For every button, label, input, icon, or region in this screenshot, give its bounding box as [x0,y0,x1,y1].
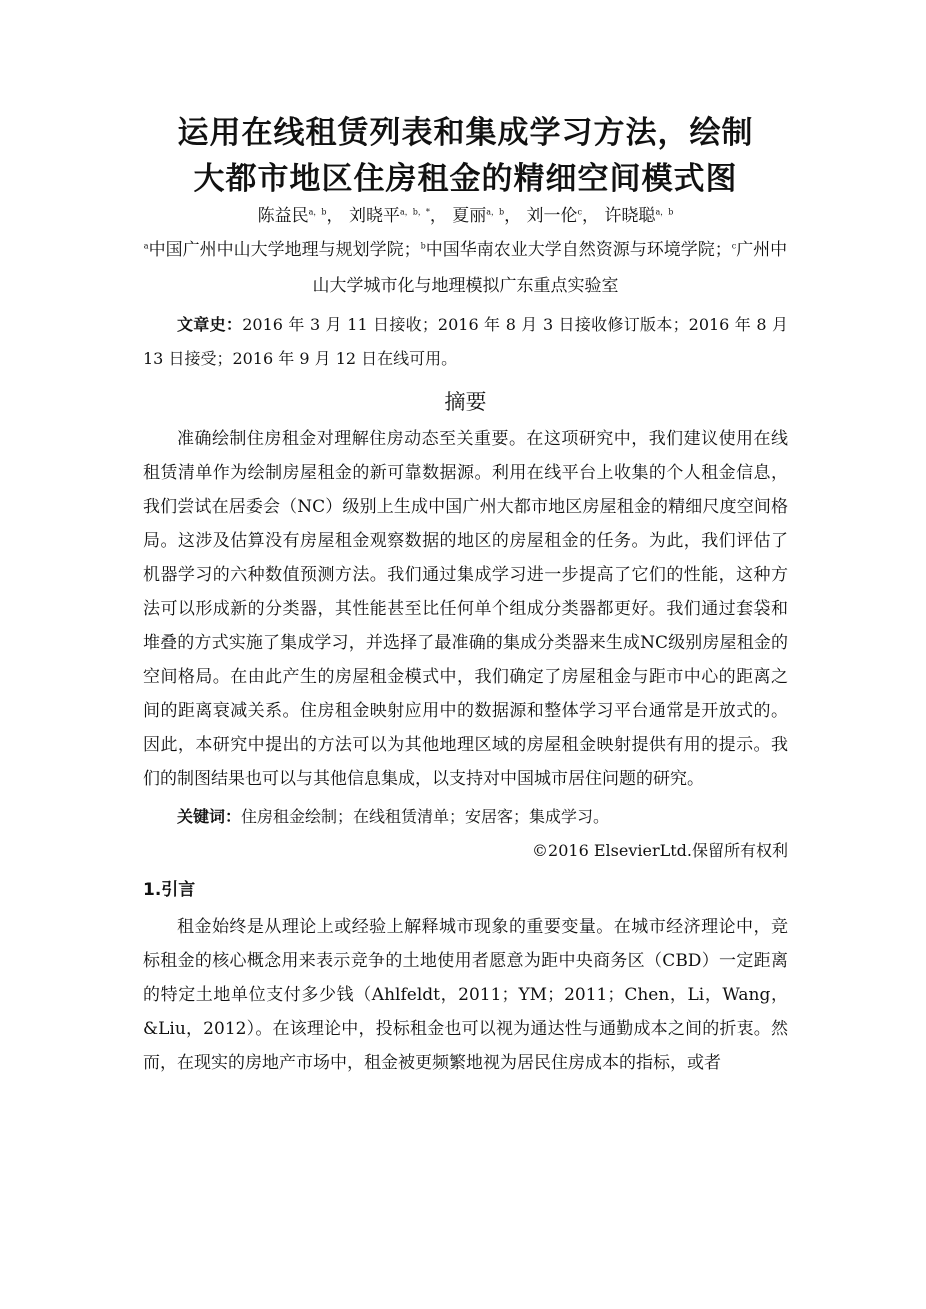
author-name: 夏丽 [452,206,487,226]
author-list: 陈益民$^{a,b}$， 刘晓平$^{a,b,*}$， 夏丽$^{a,b}$， 刘一伦$^c$， 许晓聪$^{a,b}$ [257,206,674,226]
author-affil-marker: a，b [308,207,327,217]
history-text: 2016 年 3 月 11 日接收；2016 年 8 月 3 日接收修订版本；2016 年 8 月 13 日接受；2016 年 9 月 12 日在线可用。 [143,315,788,368]
affiliation-a: 中国广州中山大学地理与规划学院； [148,240,421,260]
keywords [143,800,788,834]
author-affil-marker: a，b [655,207,674,217]
author-name: 刘晓平 [348,206,400,226]
section-heading-introduction: 1.引言 [143,880,196,900]
affiliation-marker: c [731,241,737,251]
affiliation-marker: a [143,241,149,251]
author-name: 陈益民 [257,206,309,226]
affiliations [143,232,788,304]
abstract-heading: 摘要 [444,390,487,414]
author-affil-marker: a，b [486,207,505,217]
article-history [143,308,788,376]
keywords-text: 住房租金绘制；在线租赁清单；安居客；集成学习。 [241,807,610,826]
author-affil-marker: c [577,207,583,217]
paper-title [143,110,788,202]
introduction-text: 租金始终是从理论上或经验上解释城市现象的重要变量。在城市经济理论中，竞标租金的核心概念用来表示竞争的土地使用者愿意为距中央商务区（CBD）一定距离的特定土地单位支付多少钱（Ahlfeldt，2011；YM；2011；Chen，Li，Wang，&Liu，2012）。在该理论中，投标租金也可以视为通达性与通勤成本之间的折衷。然而，在现实的房地产市场中，租金被更频繁地视为居民住房成本的指标，或者 [143,917,788,1073]
affiliation-b: 中国华南农业大学自然资源与环境学院； [425,240,732,260]
copyright-notice: ©2016 ElsevierLtd.保留所有权利 [532,841,788,860]
keywords-label: 关键词： [177,807,242,826]
abstract-text: 准确绘制住房租金对理解住房动态至关重要。在这项研究中，我们建议使用在线租赁清单作为绘制房屋租金的新可靠数据源。利用在线平台上收集的个人租金信息，我们尝试在居委会（NC）级别上生成中国广州大都市地区房屋租金的精细尺度空间格局。这涉及估算没有房屋租金观察数据的地区的房屋租金的任务。为此，我们评估了机器学习的六种数值预测方法。我们通过集成学习进一步提高了它们的性能，这种方法可以形成新的分类器，其性能甚至比任何单个组成分类器都更好。我们通过套袋和堆叠的方式实施了集成学习，并选择了最准确的集成分类器来生成NC级别房屋租金的空间格局。在由此产生的房屋租金模式中，我们确定了房屋租金与距市中心的距离之间的距离衰减关系。住房租金映射应用中的数据源和整体学习平台通常是开放式的。因此，本研究中提出的方法可以为其他地理区域的房屋租金映射提供有用的提示。我们的制图结果也可以与其他信息集成，以支持对中国城市居住问题的研究。 [143,429,788,789]
affiliation-marker: b [420,241,426,251]
author-name: 刘一伦 [526,206,578,226]
history-label: 文章史： [177,315,243,334]
author-affil-marker: a，b，* [399,207,430,217]
affiliation-c: 广州中山大学城市化与地理模拟广东重点实验室 [312,240,788,296]
title-line-2: 大都市地区住房租金的精细空间模式图 [193,161,738,197]
author-name: 许晓聪 [604,206,656,226]
paper-page [143,110,788,1080]
title-line-1: 运用在线租赁列表和集成学习方法，绘制 [177,115,754,151]
